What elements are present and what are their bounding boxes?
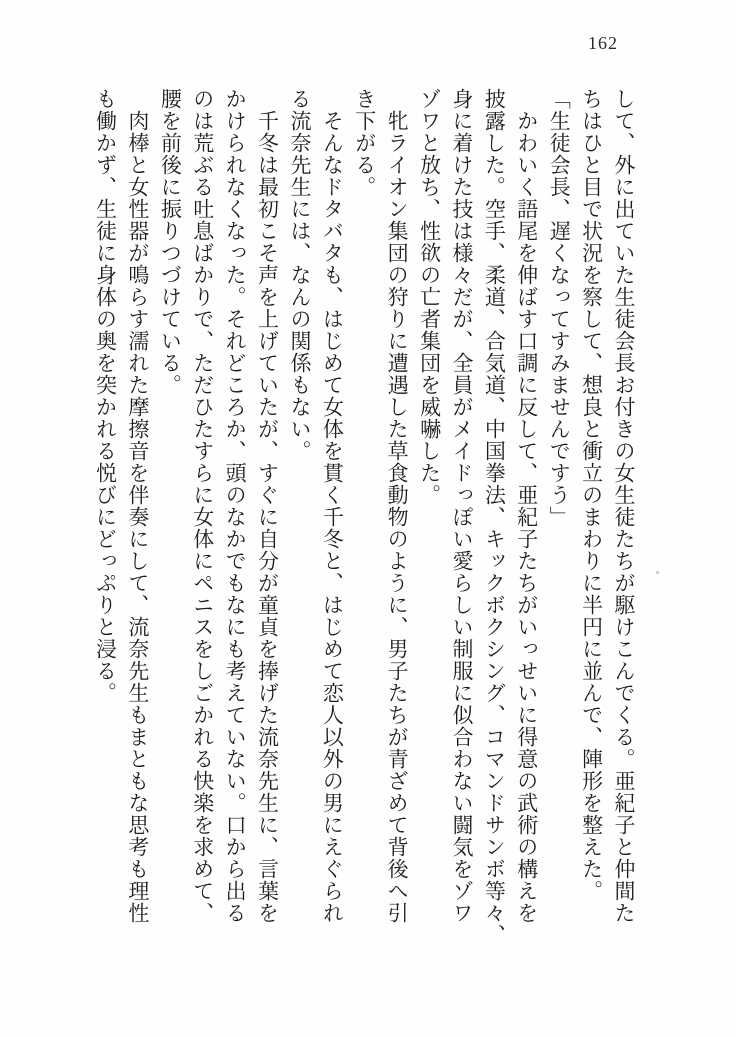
- text-line: して、外に出ていた生徒会長お付きの女生徒たちが駆けこんでくる。亜紀子と仲間た: [612, 88, 636, 924]
- text-line: 披露した。空手、柔道、合気道、中国拳法、キックボクシング、コマンドサンボ等々、: [482, 88, 507, 946]
- text-line: 身に着けた技は様々だが、全員がメイドっぽい愛らしい制服に似合わない闘気をゾワ: [449, 88, 474, 924]
- text-line: ちはひと目で状況を察して、想良と衝立のまわりに半円に並んで、陣形を整えた。: [579, 88, 604, 902]
- text-line: かけられなくなった。それどころか、頭のなかでもなにも考えていない。口から出る: [223, 88, 248, 924]
- text-line: 「生徒会長、遅くなってすみませんですう」: [547, 88, 572, 528]
- text-line: 腰を前後に振りつづけている。: [158, 88, 183, 396]
- text-line: 肉棒と女性器が鳴らす濡れた摩擦音を伴奏にして、流奈先生もまともな思考も理性: [125, 88, 150, 924]
- text-line: のは荒ぶる吐息ばかりで、ただひたすらに女体にペニスをしごかれる快楽を求めて、: [190, 88, 215, 924]
- text-line: かわいく語尾を伸ばす口調に反して、亜紀子たちがいっせいに得意の武術の構えを: [514, 88, 539, 924]
- text-line: そんなドタバタも、はじめて女体を貫く千冬と、はじめて恋人以外の男にえぐられ: [320, 88, 345, 924]
- text-line: ゾワと放ち、性欲の亡者集団を威嚇した。: [417, 88, 442, 506]
- text-line: き下がる。: [352, 88, 377, 198]
- vertical-text-block: [88, 88, 640, 968]
- text-line: 牝ライオン集団の狩りに遭遇した草食動物のように、男子たちが青ざめて背後へ引: [385, 88, 410, 924]
- text-line: も働かず、生徒に身体の奥を突かれる悦びにどっぷりと浸る。: [93, 88, 118, 704]
- page-number: 162: [588, 33, 618, 53]
- text-line: る流奈先生には、なんの関係もない。: [287, 88, 312, 462]
- scan-speck: [656, 571, 659, 574]
- text-line: 千冬は最初こそ声を上げていたが、すぐに自分が童貞を捧げた流奈先生に、言葉を: [255, 88, 280, 924]
